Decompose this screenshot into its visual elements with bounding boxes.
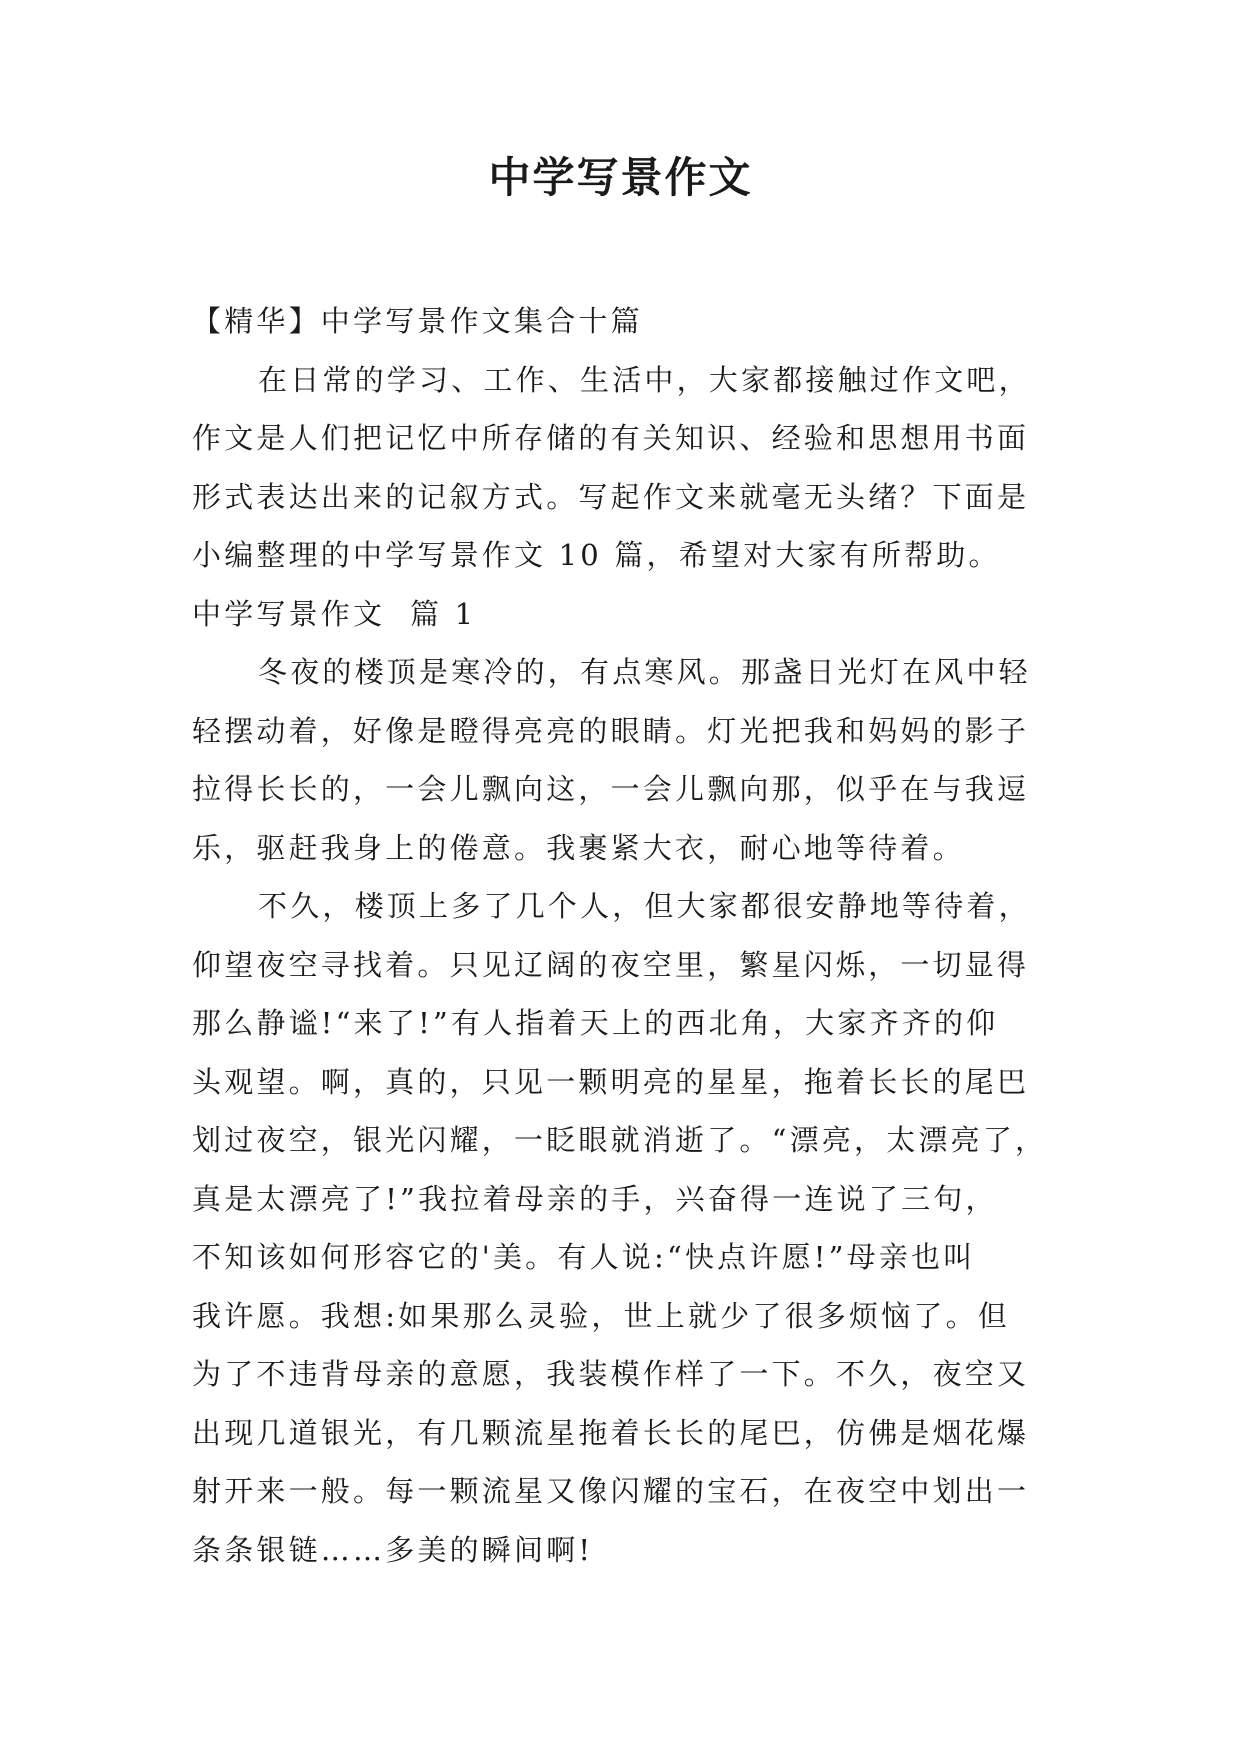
text-line: 在日常的学习、工作、生活中，大家都接触过作文吧，: [258, 362, 1031, 397]
text-line: 不久，楼顶上多了几个人，但大家都很安静地等待着，: [258, 889, 1031, 923]
text-line: 头观望。啊，真的，只见一颗明亮的星星，拖着长长的尾巴: [192, 1064, 1030, 1099]
text-line: 乐，驱赶我身上的倦意。我裹紧大衣，耐心地等待着。: [192, 830, 965, 865]
text-line: 不知该如何形容它的'美。有人说:“快点许愿!”母亲也叫: [192, 1240, 976, 1274]
paragraph-2: [192, 877, 1072, 1579]
document-body: [192, 292, 1072, 1579]
text-line: 那么静谧!“来了!”有人指着天上的西北角，大家齐齐的仰: [192, 1006, 999, 1040]
subtitle: 【精华】中学写景作文集合十篇: [192, 304, 643, 338]
text-line: 我许愿。我想:如果那么灵验，世上就少了很多烦恼了。但: [192, 1298, 1010, 1333]
text-line: 出现几道银光，有几颗流星拖着长长的尾巴，仿佛是烟花爆: [192, 1415, 1030, 1450]
text-line: 射开来一般。每一颗流星又像闪耀的宝石，在夜空中划出一: [192, 1474, 1030, 1508]
text-line: 真是太漂亮了!”我拉着母亲的手，兴奋得一连说了三句，: [192, 1181, 998, 1216]
text-line: 冬夜的楼顶是寒冷的，有点寒风。那盏日光灯在风中轻: [258, 655, 1031, 689]
text-line: 为了不违背母亲的意愿，我装模作样了一下。不久，夜空又: [192, 1357, 1030, 1391]
text-line: 小编整理的中学写景作文 10 篇，希望对大家有所帮助。: [192, 538, 1001, 572]
text-line: 形式表达出来的记叙方式。写起作文来就毫无头绪？下面是: [192, 479, 1030, 514]
text-line: 拉得长长的，一会儿飘向这，一会儿飘向那，似乎在与我逗: [192, 772, 1030, 806]
text-line: 划过夜空，银光闪耀，一眨眼就消逝了。“漂亮，太漂亮了，: [192, 1123, 1048, 1157]
text-line: 作文是人们把记忆中所存储的有关知识、经验和思想用书面: [192, 421, 1030, 455]
text-line: 条条银链……多美的瞬间啊!: [192, 1532, 594, 1567]
section-heading: 中学写景作文 篇 1: [192, 596, 477, 631]
document-title: 中学写景作文: [488, 153, 753, 202]
text-line: 仰望夜空寻找着。只见辽阔的夜空里，繁星闪烁，一切显得: [192, 947, 1030, 982]
intro-paragraph: [192, 351, 1072, 585]
paragraph-1: [192, 643, 1072, 877]
text-line: 轻摆动着，好像是瞪得亮亮的眼睛。灯光把我和妈妈的影子: [192, 713, 1030, 748]
